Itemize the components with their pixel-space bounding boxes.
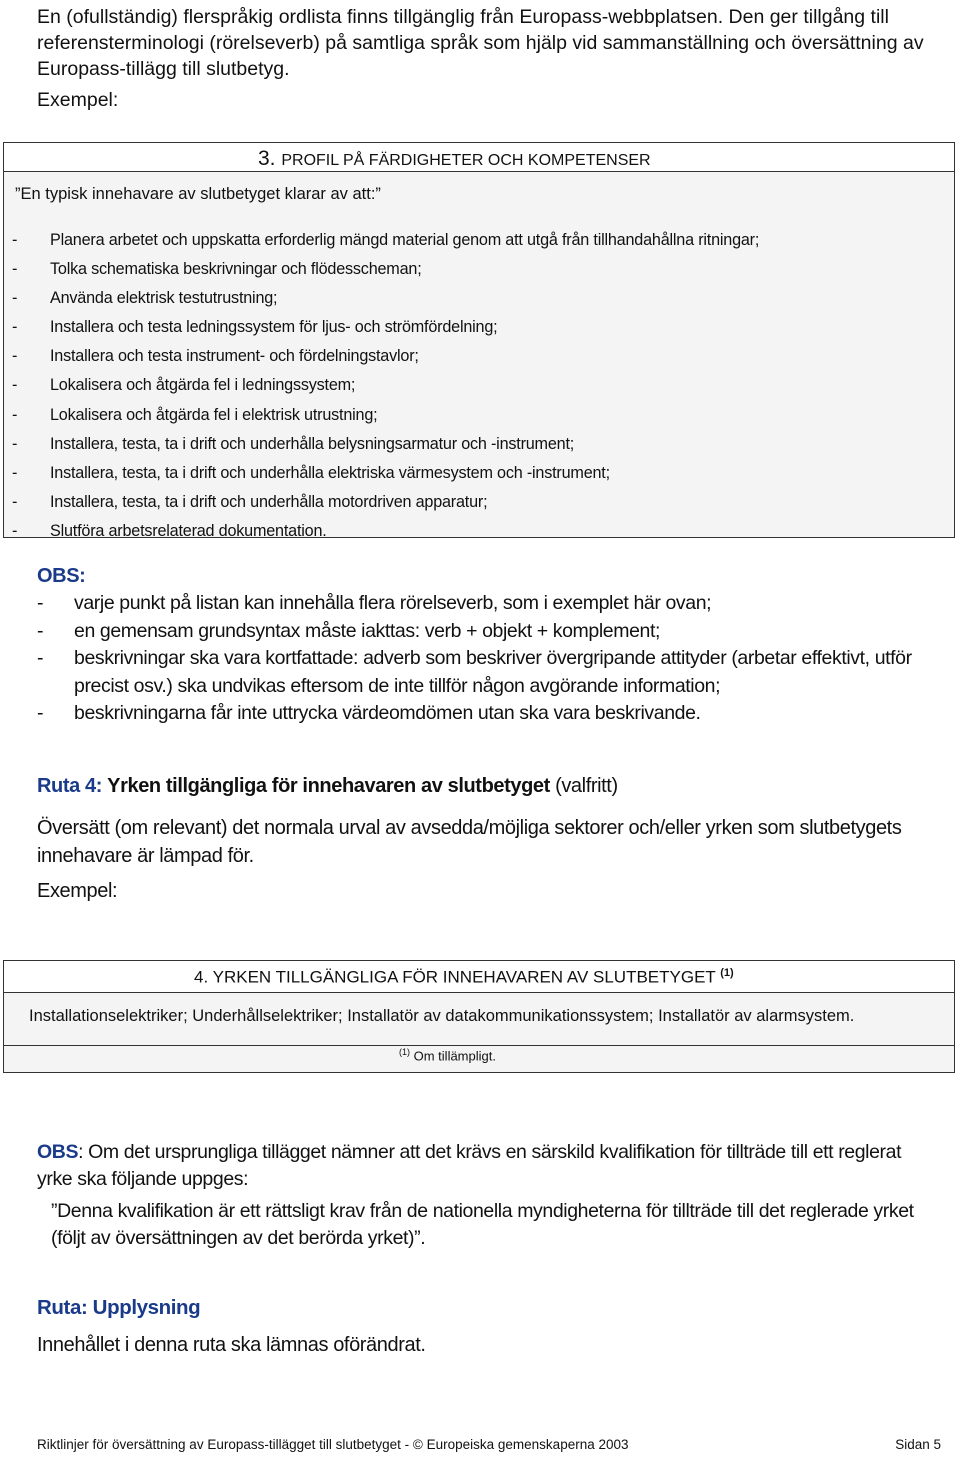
list-item: - Installera, testa, ta i drift och underhålla elektriska värmesystem och -instrument; — [12, 463, 610, 482]
section-title: YRKEN TILLGÄNGLIGA FÖR INNEHAVAREN AV SLUTBETYGET — [212, 967, 716, 987]
skills-list — [12, 226, 759, 546]
footnote-text: Om tillämpligt. — [413, 1048, 496, 1064]
upplysning-heading: Ruta: Upplysning — [37, 1296, 201, 1319]
example-label: Exempel: — [37, 89, 119, 111]
footer-text: Riktlinjer för översättning av Europass-tillägget till slutbetyget - © Europeiska gemenskaperna 2003 — [37, 1437, 629, 1452]
upplysning-section — [37, 1296, 937, 1357]
ruta4-text: Översätt (om relevant) det normala urval av avsedda/möjliga sektorer och/eller yrken som slutbetygets innehavare är lämpad för. — [37, 817, 902, 867]
intro-paragraph — [37, 4, 937, 113]
ruta4-label: Ruta 4: — [37, 775, 102, 797]
list-item: - varje punkt på listan kan innehålla flera rörelseverb, som i exemplet här ovan; — [37, 592, 712, 614]
page-footer — [37, 1437, 941, 1452]
intro-line: Europass-tillägg till slutbetyg. — [37, 58, 290, 80]
upplysning-text: Innehållet i denna ruta ska lämnas oförändrat. — [37, 1334, 426, 1356]
intro-line: referensterminologi (rörelseverb) på samtliga språk som hjälp vid sammanställning och översättning av — [37, 32, 924, 54]
list-item: - Slutföra arbetsrelaterad dokumentation. — [12, 521, 327, 540]
occupations-box — [3, 960, 955, 1073]
list-item: - Installera och testa instrument- och fördelningstavlor; — [12, 347, 419, 366]
example-label: Exempel: — [37, 880, 118, 902]
footnote-marker: (1) — [399, 1047, 410, 1057]
ruta4-heading: Yrken tillgängliga för innehavaren av slutbetyget — [107, 775, 550, 797]
list-item: - beskrivningarna får inte uttrycka värdeomdömen utan ska vara beskrivande. — [37, 702, 701, 724]
obs-heading: OBS: — [37, 565, 86, 587]
skills-title — [258, 147, 651, 171]
list-item: - Tolka schematiska beskrivningar och flödesscheman; — [12, 260, 422, 279]
skills-profile-box — [3, 142, 955, 538]
occupations-title-bar — [3, 960, 955, 993]
list-item: - Lokalisera och åtgärda fel i ledningssystem; — [12, 376, 356, 395]
skills-title-bar — [3, 142, 955, 172]
section-number: 3. — [258, 147, 276, 170]
obs-notes — [37, 565, 937, 728]
list-item: - Använda elektrisk testutrustning; — [12, 289, 278, 308]
list-item: - en gemensam grundsyntax måste iakttas: verb + objekt + komplement; — [37, 619, 660, 642]
obs-text: : Om det ursprungliga tillägget nämner att det krävs en särskild kvalifikation för tillträde till ett reglerat yrke ska följande uppges: — [37, 1141, 902, 1190]
occupations-row — [3, 992, 955, 1046]
list-item: - Planera arbetet och uppskatta erforderlig mängd material genom att utgå från tillhandahållna ritningar; — [12, 231, 760, 249]
list-item: - Installera, testa, ta i drift och underhålla belysningsarmatur och -instrument; — [12, 434, 575, 453]
occupations-text: Installationselektriker; Underhållselektriker; Installatör av datakommunikationssystem; Installatör av alarmsystem. — [29, 1007, 855, 1025]
obs-label: OBS — [37, 1141, 79, 1163]
section-number: 4. — [194, 967, 209, 987]
occupations-title — [194, 967, 734, 988]
section-title: PROFIL PÅ FÄRDIGHETER OCH KOMPETENSER — [281, 152, 651, 169]
intro-line: En (ofullständig) flerspråkig ordlista finns tillgänglig från Europass-webbplatsen. Den ger tillgång till — [37, 6, 889, 28]
skills-lead: ”En typisk innehavare av slutbetyget klarar av att:” — [15, 185, 381, 203]
obs-quote: ”Denna kvalifikation är ett rättsligt krav från de nationella myndigheterna för tillträde till det reglerade yrket (följt av översättningen av det berörda yrket)”. — [51, 1200, 914, 1249]
page-number: Sidan 5 — [895, 1437, 941, 1452]
ruta4-section — [37, 772, 937, 903]
ruta4-optional: (valfritt) — [555, 775, 618, 797]
obs-regulated-profession — [37, 1139, 937, 1251]
list-item: - Installera och testa ledningssystem för ljus- och strömfördelning; — [12, 318, 498, 337]
footnote-marker: (1) — [720, 967, 734, 979]
list-item: - Installera, testa, ta i drift och underhålla motordriven apparatur; — [12, 492, 488, 511]
list-item: - beskrivningar ska vara kortfattade: adverb som beskriver övergripande attityder (arbetar effektivt, utför precist osv.) ska undvikas eftersom de inte tillför någon avgörande information; — [37, 647, 912, 697]
footnote — [399, 1047, 496, 1063]
list-item: - Lokalisera och åtgärda fel i elektrisk utrustning; — [12, 405, 378, 424]
